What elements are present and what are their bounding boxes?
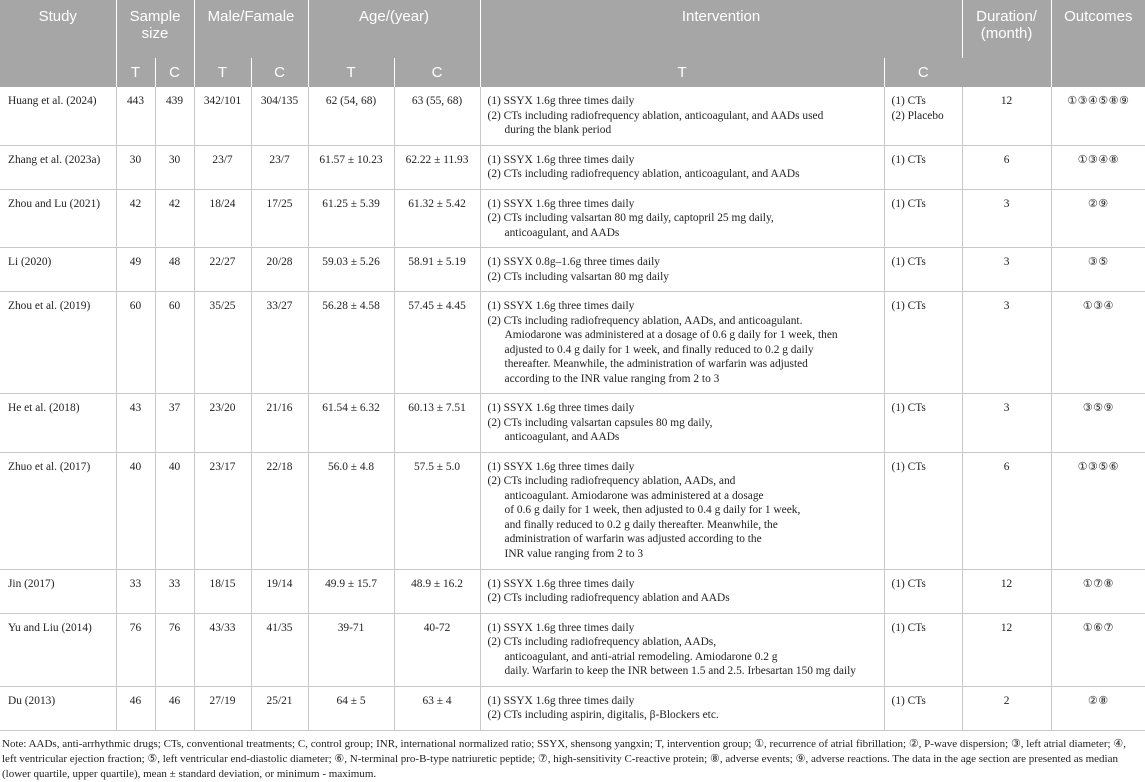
cell-intervention-t: [480, 189, 884, 248]
intervention-line: (2) CTs including valsartan capsules 80 mg daily,: [487, 416, 713, 429]
cell-sample-t: 43: [116, 394, 155, 453]
cell-sample-c: 37: [155, 394, 194, 453]
cell-study: Li (2020): [0, 248, 116, 292]
cell-duration: 3: [962, 292, 1051, 394]
cell-sample-c: 42: [155, 189, 194, 248]
cell-outcomes: ①③④⑤⑧⑨: [1051, 87, 1145, 145]
cell-outcomes: ②⑧: [1051, 686, 1145, 730]
cell-outcomes: ①⑥⑦: [1051, 613, 1145, 686]
cell-male-female-t: 23/17: [194, 452, 251, 569]
intervention-line: during the blank period: [504, 124, 612, 136]
cell-age-c: 57.45 ± 4.45: [394, 292, 480, 394]
cell-sample-c: 60: [155, 292, 194, 394]
cell-male-female-c: 23/7: [251, 145, 308, 189]
table-row: [0, 452, 1145, 569]
cell-male-female-t: 23/7: [194, 145, 251, 189]
cell-age-c: 57.5 ± 5.0: [394, 452, 480, 569]
cell-intervention-t: [480, 569, 884, 613]
cell-age-t: 56.0 ± 4.8: [308, 452, 394, 569]
control-line: (1) CTs: [891, 460, 926, 473]
cell-male-female-c: 304/135: [251, 87, 308, 145]
subheader-mf-t: T: [194, 58, 251, 87]
cell-outcomes: ②⑨: [1051, 189, 1145, 248]
cell-male-female-t: 23/20: [194, 394, 251, 453]
control-line: (1) CTs: [891, 153, 926, 166]
cell-intervention-t: [480, 292, 884, 394]
cell-sample-c: 30: [155, 145, 194, 189]
subheader-sample-c: C: [155, 58, 194, 87]
cell-sample-c: 40: [155, 452, 194, 569]
cell-male-female-c: 25/21: [251, 686, 308, 730]
cell-study: He et al. (2018): [0, 394, 116, 453]
subheader-intervention-c: C: [884, 58, 962, 87]
cell-duration: 3: [962, 248, 1051, 292]
intervention-line: (1) SSYX 1.6g three times daily: [487, 694, 635, 707]
cell-intervention-t: [480, 145, 884, 189]
cell-sample-c: 33: [155, 569, 194, 613]
cell-intervention-t: [480, 613, 884, 686]
table-body: [0, 87, 1145, 730]
cell-study: Du (2013): [0, 686, 116, 730]
cell-male-female-c: 21/16: [251, 394, 308, 453]
cell-male-female-t: 342/101: [194, 87, 251, 145]
cell-age-c: 58.91 ± 5.19: [394, 248, 480, 292]
cell-age-t: 61.54 ± 6.32: [308, 394, 394, 453]
table-note: Note: AADs, anti-arrhythmic drugs; CTs, conventional treatments; C, control group; INR, international normalized ratio; SSYX, shensong yangxin; T, intervention group; ①, recurrence of atrial fibrillation; ②, P-wave dispersion; ③, left atrial diameter; ④, left ventricular ejection fraction; ⑤, left ventricular end-diastolic diameter; ⑥, N-terminal pro-B-type natriuretic peptide; ⑦, high-sensitivity C-reactive protein; ⑧, adverse events; ⑨, adverse reactions. The data in the age section are presented as median (lower quartile, upper quartile), mean ± standard deviation, or minimum - maximum.: [2, 737, 1126, 780]
cell-age-t: 62 (54, 68): [308, 87, 394, 145]
cell-duration: 3: [962, 189, 1051, 248]
cell-duration: 12: [962, 613, 1051, 686]
intervention-line: (2) CTs including radiofrequency ablation, AADs, and anticoagulant.: [487, 314, 803, 327]
intervention-line: (1) SSYX 1.6g three times daily: [487, 621, 635, 634]
intervention-line: anticoagulant, and AADs: [504, 226, 620, 239]
intervention-line: of 0.6 g daily for 1 week, then adjusted to 0.4 g daily for 1 week,: [504, 504, 801, 516]
intervention-line: (2) CTs including aspirin, digitalis, β-Blockers etc.: [487, 709, 719, 721]
cell-male-female-t: 27/19: [194, 686, 251, 730]
intervention-line: thereafter. Meanwhile, the administration of warfarin was adjusted: [504, 358, 808, 370]
cell-male-female-c: 22/18: [251, 452, 308, 569]
cell-male-female-t: 43/33: [194, 613, 251, 686]
cell-study: Zhou et al. (2019): [0, 292, 116, 394]
intervention-line: (2) CTs including radiofrequency ablation, AADs, and: [487, 475, 736, 487]
cell-duration: 12: [962, 569, 1051, 613]
cell-age-t: 59.03 ± 5.26: [308, 248, 394, 292]
table-row: [0, 292, 1145, 394]
cell-sample-t: 49: [116, 248, 155, 292]
cell-male-female-t: 35/25: [194, 292, 251, 394]
cell-outcomes: ③⑤: [1051, 248, 1145, 292]
intervention-line: (1) SSYX 1.6g three times daily: [487, 197, 635, 210]
cell-duration: 6: [962, 452, 1051, 569]
intervention-line: (2) CTs including valsartan 80 mg daily, captopril 25 mg daily,: [487, 212, 774, 224]
cell-study: Huang et al. (2024): [0, 87, 116, 145]
cell-intervention-c: [884, 292, 962, 394]
intervention-line: INR value ranging from 2 to 3: [504, 547, 644, 560]
intervention-line: according to the INR value ranging from 2 to 3: [504, 372, 720, 385]
intervention-line: daily. Warfarin to keep the INR between 1.5 and 2.5. Irbesartan 150 mg daily: [504, 665, 856, 677]
cell-intervention-c: [884, 613, 962, 686]
cell-age-c: 61.32 ± 5.42: [394, 189, 480, 248]
subheader-age-c: C: [394, 58, 480, 87]
header-study: Study: [0, 0, 116, 87]
control-line: (1) CTs: [891, 577, 926, 590]
cell-intervention-c: [884, 569, 962, 613]
cell-sample-c: 48: [155, 248, 194, 292]
cell-intervention-c: [884, 452, 962, 569]
header-male-female: Male/Famale: [194, 0, 308, 58]
intervention-line: (2) CTs including radiofrequency ablation, AADs,: [487, 636, 717, 648]
cell-intervention-t: [480, 394, 884, 453]
cell-outcomes: ①③④: [1051, 292, 1145, 394]
intervention-line: (2) CTs including valsartan 80 mg daily: [487, 270, 669, 283]
table-row: [0, 248, 1145, 292]
cell-outcomes: ③⑤⑨: [1051, 394, 1145, 453]
cell-male-female-c: 41/35: [251, 613, 308, 686]
cell-intervention-c: [884, 394, 962, 453]
cell-male-female-c: 19/14: [251, 569, 308, 613]
intervention-line: administration of warfarin was adjusted according to the: [504, 533, 762, 545]
cell-study: Zhou and Lu (2021): [0, 189, 116, 248]
cell-duration: 2: [962, 686, 1051, 730]
intervention-line: (1) SSYX 1.6g three times daily: [487, 577, 635, 590]
cell-male-female-c: 17/25: [251, 189, 308, 248]
header-intervention: Intervention: [480, 0, 962, 58]
control-line: (2) Placebo: [891, 109, 944, 122]
cell-intervention-c: [884, 145, 962, 189]
table-row: [0, 145, 1145, 189]
intervention-line: anticoagulant, and anti-atrial remodeling. Amiodarone 0.2 g: [504, 650, 778, 663]
header-outcomes: Outcomes: [1051, 0, 1145, 87]
cell-intervention-c: [884, 686, 962, 730]
cell-duration: 12: [962, 87, 1051, 145]
cell-sample-t: 60: [116, 292, 155, 394]
cell-intervention-c: [884, 189, 962, 248]
cell-sample-t: 30: [116, 145, 155, 189]
cell-age-c: 63 ± 4: [394, 686, 480, 730]
cell-male-female-t: 22/27: [194, 248, 251, 292]
cell-sample-t: 40: [116, 452, 155, 569]
table-row: [0, 87, 1145, 145]
cell-sample-t: 76: [116, 613, 155, 686]
cell-sample-t: 443: [116, 87, 155, 145]
cell-age-t: 39-71: [308, 613, 394, 686]
cell-male-female-c: 33/27: [251, 292, 308, 394]
intervention-line: (1) SSYX 1.6g three times daily: [487, 402, 635, 414]
table-row: [0, 189, 1145, 248]
control-line: (1) CTs: [891, 197, 926, 210]
cell-male-female-t: 18/24: [194, 189, 251, 248]
cell-study: Zhuo et al. (2017): [0, 452, 116, 569]
cell-duration: 3: [962, 394, 1051, 453]
control-line: (1) CTs: [891, 621, 926, 634]
cell-age-t: 49.9 ± 15.7: [308, 569, 394, 613]
cell-age-c: 40-72: [394, 613, 480, 686]
intervention-line: (1) SSYX 1.6g three times daily: [487, 153, 635, 166]
cell-study: Jin (2017): [0, 569, 116, 613]
subheader-age-t: T: [308, 58, 394, 87]
table-header: [0, 0, 1145, 87]
cell-sample-c: 46: [155, 686, 194, 730]
cell-sample-c: 76: [155, 613, 194, 686]
subheader-intervention-t: T: [480, 58, 884, 87]
header-age: Age/(year): [308, 0, 480, 58]
control-line: (1) CTs: [891, 694, 926, 707]
header-sample-size: Sample size: [116, 0, 194, 58]
table-row: [0, 394, 1145, 453]
cell-study: Zhang et al. (2023a): [0, 145, 116, 189]
cell-intervention-t: [480, 686, 884, 730]
intervention-line: and finally reduced to 0.2 g daily thereafter. Meanwhile, the: [504, 518, 778, 531]
intervention-line: (1) SSYX 0.8g–1.6g three times daily: [487, 256, 660, 268]
cell-study: Yu and Liu (2014): [0, 613, 116, 686]
cell-sample-t: 42: [116, 189, 155, 248]
cell-sample-t: 33: [116, 569, 155, 613]
control-line: (1) CTs: [891, 300, 926, 312]
cell-sample-t: 46: [116, 686, 155, 730]
header-duration: Duration/ (month): [962, 0, 1051, 87]
cell-duration: 6: [962, 145, 1051, 189]
intervention-line: anticoagulant. Amiodarone was administered at a dosage: [504, 489, 764, 502]
cell-outcomes: ①③⑤⑥: [1051, 452, 1145, 569]
subheader-mf-c: C: [251, 58, 308, 87]
cell-intervention-t: [480, 452, 884, 569]
cell-sample-c: 439: [155, 87, 194, 145]
cell-age-c: 60.13 ± 7.51: [394, 394, 480, 453]
cell-male-female-t: 18/15: [194, 569, 251, 613]
table-row: [0, 686, 1145, 730]
intervention-line: adjusted to 0.4 g daily for 1 week, and finally reduced to 0.2 g daily: [504, 343, 814, 356]
subheader-sample-t: T: [116, 58, 155, 87]
cell-age-t: 56.28 ± 4.58: [308, 292, 394, 394]
cell-age-t: 61.25 ± 5.39: [308, 189, 394, 248]
cell-intervention-c: [884, 87, 962, 145]
intervention-line: (2) CTs including radiofrequency ablation, anticoagulant, and AADs used: [487, 109, 824, 122]
intervention-line: (2) CTs including radiofrequency ablation, anticoagulant, and AADs: [487, 168, 800, 180]
control-line: (1) CTs: [891, 256, 926, 268]
cell-male-female-c: 20/28: [251, 248, 308, 292]
cell-intervention-t: [480, 87, 884, 145]
cell-age-t: 64 ± 5: [308, 686, 394, 730]
table-row: [0, 569, 1145, 613]
cell-outcomes: ①⑦⑧: [1051, 569, 1145, 613]
cell-age-c: 48.9 ± 16.2: [394, 569, 480, 613]
cell-outcomes: ①③④⑧: [1051, 145, 1145, 189]
cell-age-c: 63 (55, 68): [394, 87, 480, 145]
intervention-line: anticoagulant, and AADs: [504, 431, 620, 443]
table-row: [0, 613, 1145, 686]
control-line: (1) CTs: [891, 402, 926, 414]
cell-intervention-t: [480, 248, 884, 292]
cell-age-t: 61.57 ± 10.23: [308, 145, 394, 189]
cell-age-c: 62.22 ± 11.93: [394, 145, 480, 189]
intervention-line: (1) SSYX 1.6g three times daily: [487, 300, 635, 312]
intervention-line: Amiodarone was administered at a dosage of 0.6 g daily for 1 week, then: [504, 329, 838, 341]
intervention-line: (2) CTs including radiofrequency ablation and AADs: [487, 592, 730, 604]
intervention-line: (1) SSYX 1.6g three times daily: [487, 460, 635, 473]
intervention-line: (1) SSYX 1.6g three times daily: [487, 95, 635, 107]
cell-intervention-c: [884, 248, 962, 292]
control-line: (1) CTs: [891, 95, 926, 107]
